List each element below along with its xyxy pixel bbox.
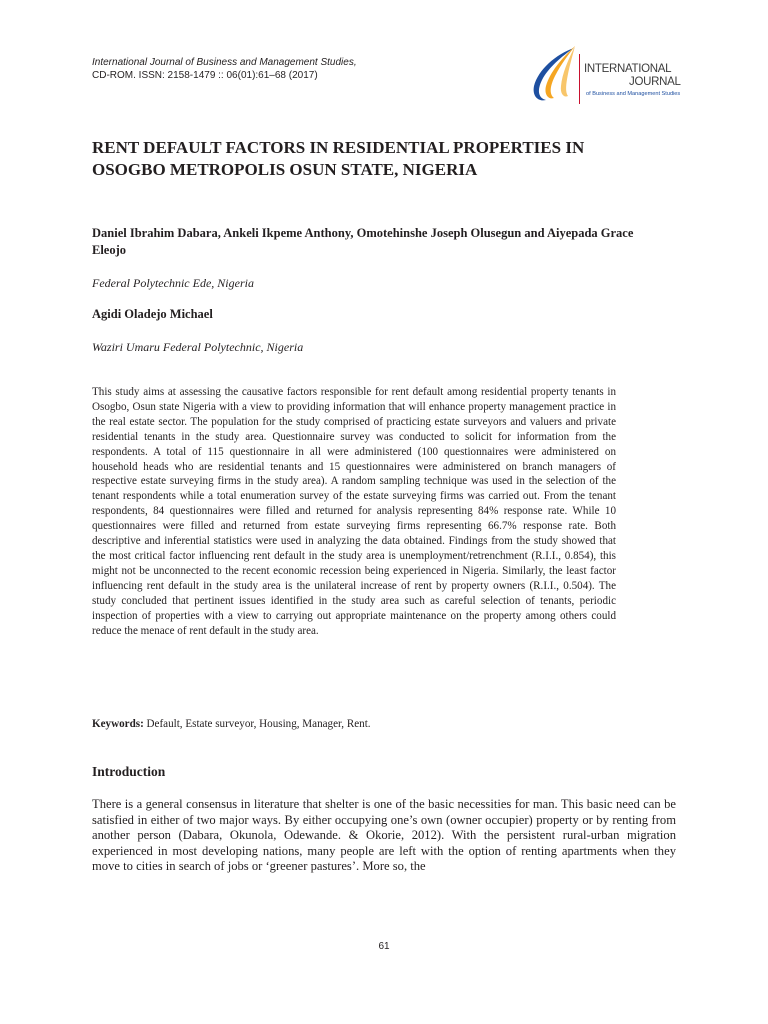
logo-divider (579, 54, 580, 104)
paper-title: RENT DEFAULT FACTORS IN RESIDENTIAL PROPERTIES IN OSOGBO METROPOLIS OSUN STATE, NIGERIA (92, 138, 585, 179)
affiliation-primary: Federal Polytechnic Ede, Nigeria (92, 276, 254, 290)
keywords-line (92, 718, 371, 730)
page-number: 61 (378, 941, 390, 952)
journal-header (92, 56, 357, 82)
author-list-primary: Daniel Ibrahim Dabara, Ankeli Ikpeme Anthony, Omotehinshe Joseph Olusegun and Aiyepada Grace Eleojo (92, 226, 634, 257)
swoosh-logo-icon (528, 44, 580, 108)
introduction-paragraph: There is a general consensus in literature that shelter is one of the basic necessities for man. This basic need can be satisfied in either of two major ways. By either occupying one’s own (owner occupier) property or by renting from another person (Dabara, Okunola, Odewande. & Okorie, 2012). With the persistent rural-urban migration experienced in most developing nations, many people are left with the option of renting apartments when they move to cities in search of jobs or ‘greener pastures’. More so, the (92, 797, 676, 874)
journal-name: International Journal of Business and Management Studies, (92, 57, 357, 68)
logo-text-international: INTERNATIONAL (584, 63, 672, 75)
keywords-values: Default, Estate surveyor, Housing, Manager, Rent. (146, 718, 371, 730)
logo-text-journal: JOURNAL (629, 76, 681, 88)
journal-issn: CD-ROM. ISSN: 2158-1479 :: 06(01):61–68 (2017) (92, 70, 318, 81)
introduction-heading: Introduction (92, 764, 166, 779)
journal-logo (528, 44, 688, 108)
logo-text-subtitle: of Business and Management Studies (586, 91, 681, 97)
affiliation-secondary: Waziri Umaru Federal Polytechnic, Nigeria (92, 340, 304, 354)
keywords-label: Keywords: (92, 718, 144, 730)
author-list-secondary: Agidi Oladejo Michael (92, 307, 213, 321)
abstract-paragraph: This study aims at assessing the causative factors responsible for rent default among residential property tenants in Osogbo, Osun state Nigeria with a view to providing information that will enhance property management practice in the real estate sector. The population for the study comprised of practicing estate surveyors and valuers and private residential tenants in the study area. Questionnaire survey was conducted to solicit for information from the respondents. A total of 115 questionnaire in all were administered (100 questionnaires were administered on household heads who are residential tenants and 15 questionnaires were administered on branch managers of respective estate surveying firms in the study area). A random sampling technique was used in the selection of the tenant respondents while a total enumeration survey of the estate surveying firms was carried out. From the tenant respondents, 84 questionnaires were filled and returned for analysis representing 84% response rate. While 10 questionnaires were filled and returned from estate surveying firms representing 66.7% response rate. Both descriptive and inferential statistics were used in analyzing the data obtained. Findings from the study showed that the most critical factor influencing rent default in the study area is unemployment/retrenchment (R.I.I., 0.854), this might not be unconnected to the recent economic recession being experienced in Nigeria. Similarly, the least factor influencing rent default in the study area is the unilateral increase of rent by property owners (R.I.I., 0.504). The study concluded that pertinent issues identified in the study area such as careful selection of tenants, periodic inspection of properties with a view to carrying out appropriate maintenance on the property among others could reduce the menace of rent default in the study area. (92, 386, 616, 637)
